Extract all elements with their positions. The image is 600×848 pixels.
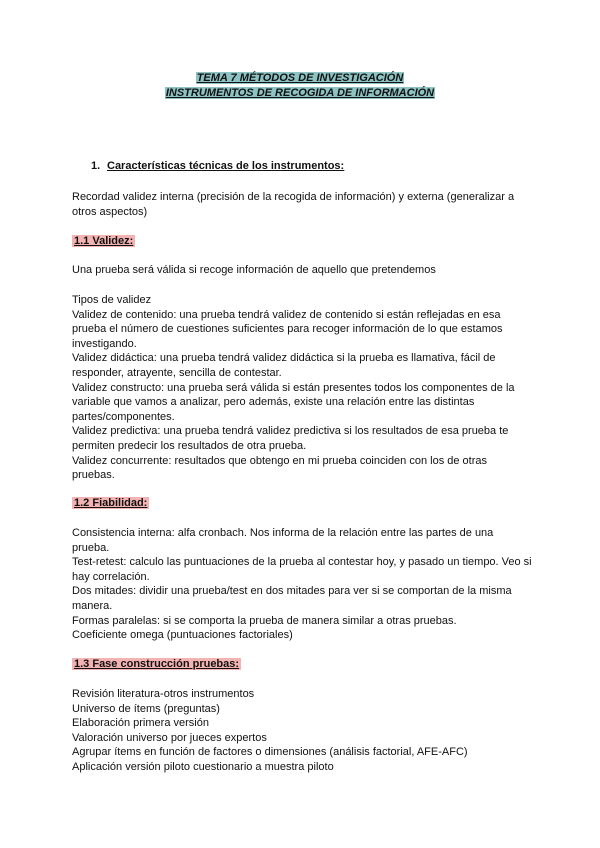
validez-heading: [72, 233, 135, 249]
fiabilidad-list: [72, 526, 532, 643]
validez-types: [72, 293, 532, 483]
validez-type-item: Validez constructo: una prueba será válida si están presentes todos los componentes de la variable que vamos a analizar, pero además, existe una relación entre las distintas partes/componentes.: [72, 381, 515, 423]
fiabilidad-item: Dos mitades: dividir una prueba/test en dos mitades para ver si se comportan de la misma manera.: [72, 585, 512, 612]
section-1-title: Características técnicas de los instrumentos:: [107, 160, 345, 172]
section-1-intro: [72, 190, 532, 219]
construccion-item: Elaboración primera versión: [72, 717, 209, 730]
validez-heading-text: 1.1 Validez:: [74, 235, 134, 247]
validez-types-label: Tipos de validez: [72, 294, 152, 306]
fiabilidad-item: Coeficiente omega (puntuaciones factoriales): [72, 629, 293, 642]
validez-type-item: Validez predictiva: una prueba tendrá validez predictiva si los resultados de esa prueba te permiten predecir los resultados de otra prueba.: [72, 425, 509, 452]
validez-intro: [72, 263, 532, 278]
validez-type-item: Validez de contenido: una prueba tendrá validez de contenido si están reflejadas en esa prueba el número de cuestiones suficientes para recoger información de lo que estamos investigando.: [72, 308, 503, 350]
construccion-list: [72, 687, 532, 775]
fiabilidad-heading-text: 1.2 Fiabilidad:: [74, 497, 148, 509]
fiabilidad-item: Test-retest: calculo las puntuaciones de la prueba al contestar hoy, y pasado un tiempo. Veo si hay correlación.: [72, 556, 532, 583]
construccion-item: Revisión literatura-otros instrumentos: [72, 688, 255, 700]
title-line-1: TEMA 7 MÉTODOS DE INVESTIGACIÓN: [196, 72, 404, 84]
construccion-item: Aplicación versión piloto cuestionario a muestra piloto: [72, 760, 334, 773]
validez-type-item: Validez concurrente: resultados que obtengo en mi prueba coinciden con los de otras pruebas.: [72, 454, 488, 482]
fiabilidad-heading: [72, 495, 149, 511]
validez-intro-text: Una prueba será válida si recoge información de aquello que pretendemos: [72, 264, 436, 276]
construccion-heading: [72, 656, 241, 672]
document-title: [0, 71, 600, 101]
construccion-item: Valoración universo por jueces expertos: [72, 731, 267, 744]
fiabilidad-item: Formas paralelas: si se comporta la prueba de manera similar a otras pruebas.: [72, 614, 457, 627]
section-1-number: 1.: [91, 160, 101, 172]
construccion-item: Agrupar ítems en función de factores o dimensiones (análisis factorial, AFE-AFC): [72, 746, 468, 759]
title-line-2: INSTRUMENTOS DE RECOGIDA DE INFORMACIÓN: [165, 87, 435, 99]
section-1-heading: [91, 160, 344, 172]
fiabilidad-item: Consistencia interna: alfa cronbach. Nos informa de la relación entre las partes de una prueba.: [72, 527, 494, 554]
construccion-heading-text: 1.3 Fase construcción pruebas:: [74, 658, 240, 670]
construccion-item: Universo de ítems (preguntas): [72, 702, 220, 715]
intro-paragraph: Recordad validez interna (precisión de la recogida de información) y externa (generalizar a otros aspectos): [72, 191, 515, 218]
validez-type-item: Validez didáctica: una prueba tendrá validez didáctica si la prueba es llamativa, fácil de responder, atrayente, sencilla de contestar.: [72, 352, 496, 379]
